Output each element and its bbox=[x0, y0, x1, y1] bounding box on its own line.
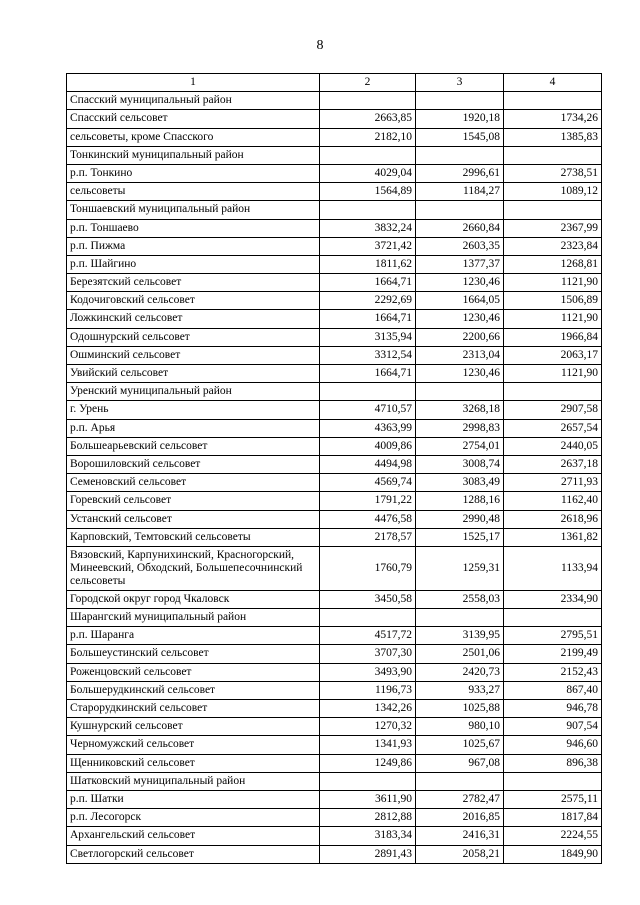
page-number: 8 bbox=[316, 38, 324, 53]
row-value-col4: 2795,51 bbox=[504, 627, 602, 645]
header-row bbox=[67, 74, 602, 92]
row-value-col2: 3312,54 bbox=[320, 346, 416, 364]
row-value-col2: 1564,89 bbox=[320, 183, 416, 201]
row-name-cell: Роженцовский сельсовет bbox=[67, 663, 320, 681]
table-row bbox=[67, 419, 602, 437]
table-row bbox=[67, 146, 602, 164]
row-name-cell: Карповский, Темтовский сельсоветы bbox=[67, 528, 320, 546]
table-row bbox=[67, 827, 602, 845]
row-name-cell: Горевский сельсовет bbox=[67, 492, 320, 510]
row-value-col4: 2575,11 bbox=[504, 790, 602, 808]
row-value-col4: 1121,90 bbox=[504, 310, 602, 328]
row-value-col2: 1811,62 bbox=[320, 255, 416, 273]
row-value-col4: 2367,99 bbox=[504, 219, 602, 237]
row-value-col2: 4569,74 bbox=[320, 474, 416, 492]
row-value-col4: 2334,90 bbox=[504, 590, 602, 608]
table-row bbox=[67, 110, 602, 128]
table-row bbox=[67, 772, 602, 790]
table-row bbox=[67, 164, 602, 182]
row-value-col3: 967,08 bbox=[416, 754, 504, 772]
row-value-col4: 1089,12 bbox=[504, 183, 602, 201]
row-value-col2: 4710,57 bbox=[320, 401, 416, 419]
row-name-cell: р.п. Шайгино bbox=[67, 255, 320, 273]
row-value-col2: 2812,88 bbox=[320, 809, 416, 827]
column-header: 4 bbox=[504, 74, 602, 92]
table-row bbox=[67, 383, 602, 401]
table-row bbox=[67, 237, 602, 255]
row-value-col3: 3083,49 bbox=[416, 474, 504, 492]
table-body bbox=[67, 92, 602, 864]
row-value-col3: 1525,17 bbox=[416, 528, 504, 546]
row-value-col4: 1966,84 bbox=[504, 328, 602, 346]
row-value-col3: 2501,06 bbox=[416, 645, 504, 663]
row-value-col2: 4517,72 bbox=[320, 627, 416, 645]
table-row bbox=[67, 663, 602, 681]
table-row bbox=[67, 681, 602, 699]
row-name-cell: Шарангский муниципальный район bbox=[67, 609, 320, 627]
row-value-col3: 1288,16 bbox=[416, 492, 504, 510]
row-value-col2: 1760,79 bbox=[320, 546, 416, 590]
row-value-col2 bbox=[320, 201, 416, 219]
table-row bbox=[67, 510, 602, 528]
table-row bbox=[67, 718, 602, 736]
row-value-col4: 2657,54 bbox=[504, 419, 602, 437]
row-value-col3 bbox=[416, 772, 504, 790]
row-name-cell: Ложкинский сельсовет bbox=[67, 310, 320, 328]
row-value-col3 bbox=[416, 383, 504, 401]
row-value-col3: 1184,27 bbox=[416, 183, 504, 201]
row-value-col4: 2907,58 bbox=[504, 401, 602, 419]
row-name-cell: Спасский сельсовет bbox=[67, 110, 320, 128]
row-value-col3: 2996,61 bbox=[416, 164, 504, 182]
row-name-cell: Кодочиговский сельсовет bbox=[67, 292, 320, 310]
row-value-col3 bbox=[416, 201, 504, 219]
row-value-col2: 3721,42 bbox=[320, 237, 416, 255]
table-row bbox=[67, 609, 602, 627]
row-value-col4: 867,40 bbox=[504, 681, 602, 699]
row-value-col2: 2663,85 bbox=[320, 110, 416, 128]
row-value-col4 bbox=[504, 92, 602, 110]
row-value-col3: 2420,73 bbox=[416, 663, 504, 681]
row-value-col4: 2224,55 bbox=[504, 827, 602, 845]
row-value-col4: 1121,90 bbox=[504, 274, 602, 292]
row-value-col3 bbox=[416, 609, 504, 627]
row-name-cell: Березятский сельсовет bbox=[67, 274, 320, 292]
table-row bbox=[67, 328, 602, 346]
row-name-cell: Большеарьевский сельсовет bbox=[67, 437, 320, 455]
row-value-col4: 1121,90 bbox=[504, 365, 602, 383]
row-value-col3: 933,27 bbox=[416, 681, 504, 699]
row-value-col3: 1025,88 bbox=[416, 700, 504, 718]
table-row bbox=[67, 492, 602, 510]
row-value-col4: 1361,82 bbox=[504, 528, 602, 546]
row-value-col3: 3139,95 bbox=[416, 627, 504, 645]
row-name-cell: Старорудкинский сельсовет bbox=[67, 700, 320, 718]
row-value-col4: 1162,40 bbox=[504, 492, 602, 510]
row-value-col2: 3611,90 bbox=[320, 790, 416, 808]
row-name-cell: Архангельский сельсовет bbox=[67, 827, 320, 845]
row-value-col2: 2178,57 bbox=[320, 528, 416, 546]
table-row bbox=[67, 183, 602, 201]
row-value-col2: 1270,32 bbox=[320, 718, 416, 736]
row-name-cell: Тоншаевский муниципальный район bbox=[67, 201, 320, 219]
row-name-cell: р.п. Шатки bbox=[67, 790, 320, 808]
row-value-col3: 1664,05 bbox=[416, 292, 504, 310]
row-value-col2: 2182,10 bbox=[320, 128, 416, 146]
table-row bbox=[67, 128, 602, 146]
row-value-col4: 896,38 bbox=[504, 754, 602, 772]
row-value-col2: 1196,73 bbox=[320, 681, 416, 699]
row-value-col3: 2998,83 bbox=[416, 419, 504, 437]
row-name-cell: р.п. Арья bbox=[67, 419, 320, 437]
row-value-col3: 2558,03 bbox=[416, 590, 504, 608]
table-row bbox=[67, 590, 602, 608]
row-value-col3: 2016,85 bbox=[416, 809, 504, 827]
row-value-col3: 980,10 bbox=[416, 718, 504, 736]
row-value-col3: 1230,46 bbox=[416, 365, 504, 383]
row-name-cell: Тонкинский муниципальный район bbox=[67, 146, 320, 164]
row-value-col4 bbox=[504, 609, 602, 627]
row-name-cell: Кушнурский сельсовет bbox=[67, 718, 320, 736]
row-name-cell: сельсоветы, кроме Спасского bbox=[67, 128, 320, 146]
row-value-col2 bbox=[320, 92, 416, 110]
row-value-col4: 1385,83 bbox=[504, 128, 602, 146]
table-row bbox=[67, 546, 602, 590]
row-value-col2: 4009,86 bbox=[320, 437, 416, 455]
table-row bbox=[67, 346, 602, 364]
row-name-cell: р.п. Лесогорск bbox=[67, 809, 320, 827]
row-value-col4: 946,60 bbox=[504, 736, 602, 754]
table-row bbox=[67, 790, 602, 808]
row-value-col3 bbox=[416, 146, 504, 164]
row-value-col4: 2440,05 bbox=[504, 437, 602, 455]
row-value-col4 bbox=[504, 201, 602, 219]
row-value-col4: 2323,84 bbox=[504, 237, 602, 255]
table-row bbox=[67, 255, 602, 273]
row-value-col4: 1506,89 bbox=[504, 292, 602, 310]
table-row bbox=[67, 474, 602, 492]
row-value-col3: 1545,08 bbox=[416, 128, 504, 146]
table-row bbox=[67, 92, 602, 110]
row-value-col4: 2199,49 bbox=[504, 645, 602, 663]
row-value-col2: 3183,34 bbox=[320, 827, 416, 845]
row-value-col3: 1920,18 bbox=[416, 110, 504, 128]
row-value-col4: 1734,26 bbox=[504, 110, 602, 128]
table-row bbox=[67, 736, 602, 754]
row-value-col2: 1341,93 bbox=[320, 736, 416, 754]
row-name-cell: р.п. Пижма bbox=[67, 237, 320, 255]
row-value-col2 bbox=[320, 146, 416, 164]
row-value-col4: 2152,43 bbox=[504, 663, 602, 681]
row-value-col3: 2603,35 bbox=[416, 237, 504, 255]
row-value-col4: 1817,84 bbox=[504, 809, 602, 827]
table-row bbox=[67, 365, 602, 383]
table-row bbox=[67, 310, 602, 328]
row-value-col2: 4476,58 bbox=[320, 510, 416, 528]
row-value-col4: 2711,93 bbox=[504, 474, 602, 492]
row-value-col2 bbox=[320, 772, 416, 790]
row-value-col2: 3707,30 bbox=[320, 645, 416, 663]
row-value-col3: 2416,31 bbox=[416, 827, 504, 845]
table-row bbox=[67, 274, 602, 292]
row-value-col3: 2660,84 bbox=[416, 219, 504, 237]
row-value-col4 bbox=[504, 383, 602, 401]
row-value-col3: 2990,48 bbox=[416, 510, 504, 528]
row-value-col3: 1230,46 bbox=[416, 310, 504, 328]
row-value-col2: 3450,58 bbox=[320, 590, 416, 608]
row-value-col4: 1268,81 bbox=[504, 255, 602, 273]
row-name-cell: Светлогорский сельсовет bbox=[67, 845, 320, 863]
row-value-col2: 4363,99 bbox=[320, 419, 416, 437]
row-name-cell: сельсоветы bbox=[67, 183, 320, 201]
row-name-cell: Ворошиловский сельсовет bbox=[67, 455, 320, 473]
row-value-col2 bbox=[320, 383, 416, 401]
row-value-col2: 4029,04 bbox=[320, 164, 416, 182]
row-name-cell: Спасский муниципальный район bbox=[67, 92, 320, 110]
row-name-cell: Одошнурский сельсовет bbox=[67, 328, 320, 346]
row-value-col2: 1664,71 bbox=[320, 310, 416, 328]
row-value-col2: 4494,98 bbox=[320, 455, 416, 473]
table-row bbox=[67, 201, 602, 219]
row-name-cell: р.п. Тонкино bbox=[67, 164, 320, 182]
row-value-col3: 1230,46 bbox=[416, 274, 504, 292]
row-value-col2: 3493,90 bbox=[320, 663, 416, 681]
row-name-cell: Устанский сельсовет bbox=[67, 510, 320, 528]
row-name-cell: Щенниковский сельсовет bbox=[67, 754, 320, 772]
row-value-col4: 1849,90 bbox=[504, 845, 602, 863]
column-header: 1 bbox=[67, 74, 320, 92]
row-value-col3: 2200,66 bbox=[416, 328, 504, 346]
column-header: 3 bbox=[416, 74, 504, 92]
data-table bbox=[66, 73, 602, 864]
row-value-col3: 3008,74 bbox=[416, 455, 504, 473]
row-value-col4: 1133,94 bbox=[504, 546, 602, 590]
row-name-cell: Черномужский сельсовет bbox=[67, 736, 320, 754]
row-value-col2: 1664,71 bbox=[320, 274, 416, 292]
row-value-col2: 1342,26 bbox=[320, 700, 416, 718]
row-value-col4 bbox=[504, 146, 602, 164]
row-value-col3 bbox=[416, 92, 504, 110]
row-value-col2: 2891,43 bbox=[320, 845, 416, 863]
row-name-cell: Увийский сельсовет bbox=[67, 365, 320, 383]
row-value-col4: 2063,17 bbox=[504, 346, 602, 364]
column-header: 2 bbox=[320, 74, 416, 92]
row-value-col4: 907,54 bbox=[504, 718, 602, 736]
row-name-cell: Уренский муниципальный район bbox=[67, 383, 320, 401]
row-name-cell: Вязовский, Карпунихинский, Красногорский, Минеевский, Обходский, Большепесочнинский сельсоветы bbox=[67, 546, 320, 590]
row-name-cell: г. Урень bbox=[67, 401, 320, 419]
row-value-col4: 946,78 bbox=[504, 700, 602, 718]
row-name-cell: Шатковский муниципальный район bbox=[67, 772, 320, 790]
row-value-col4: 2618,96 bbox=[504, 510, 602, 528]
row-value-col3: 2058,21 bbox=[416, 845, 504, 863]
row-value-col2: 1791,22 bbox=[320, 492, 416, 510]
row-value-col3: 2754,01 bbox=[416, 437, 504, 455]
table-row bbox=[67, 627, 602, 645]
row-value-col3: 1025,67 bbox=[416, 736, 504, 754]
row-name-cell: р.п. Тоншаево bbox=[67, 219, 320, 237]
row-value-col3: 2782,47 bbox=[416, 790, 504, 808]
table-row bbox=[67, 219, 602, 237]
table-row bbox=[67, 645, 602, 663]
row-value-col2: 2292,69 bbox=[320, 292, 416, 310]
table-row bbox=[67, 528, 602, 546]
row-name-cell: р.п. Шаранга bbox=[67, 627, 320, 645]
row-value-col2: 1664,71 bbox=[320, 365, 416, 383]
table-row bbox=[67, 809, 602, 827]
row-value-col2: 1249,86 bbox=[320, 754, 416, 772]
table-row bbox=[67, 292, 602, 310]
table-row bbox=[67, 401, 602, 419]
table-row bbox=[67, 700, 602, 718]
row-value-col2: 3832,24 bbox=[320, 219, 416, 237]
row-value-col3: 1377,37 bbox=[416, 255, 504, 273]
table-row bbox=[67, 437, 602, 455]
row-value-col3: 1259,31 bbox=[416, 546, 504, 590]
row-value-col4: 2637,18 bbox=[504, 455, 602, 473]
row-value-col2: 3135,94 bbox=[320, 328, 416, 346]
row-name-cell: Большеустинский сельсовет bbox=[67, 645, 320, 663]
row-value-col3: 3268,18 bbox=[416, 401, 504, 419]
table-row bbox=[67, 455, 602, 473]
row-value-col4: 2738,51 bbox=[504, 164, 602, 182]
table-row bbox=[67, 845, 602, 863]
row-name-cell: Городской округ город Чкаловск bbox=[67, 590, 320, 608]
row-name-cell: Ошминский сельсовет bbox=[67, 346, 320, 364]
row-name-cell: Семеновский сельсовет bbox=[67, 474, 320, 492]
table-row bbox=[67, 754, 602, 772]
row-name-cell: Большерудкинский сельсовет bbox=[67, 681, 320, 699]
row-value-col2 bbox=[320, 609, 416, 627]
row-value-col4 bbox=[504, 772, 602, 790]
row-value-col3: 2313,04 bbox=[416, 346, 504, 364]
